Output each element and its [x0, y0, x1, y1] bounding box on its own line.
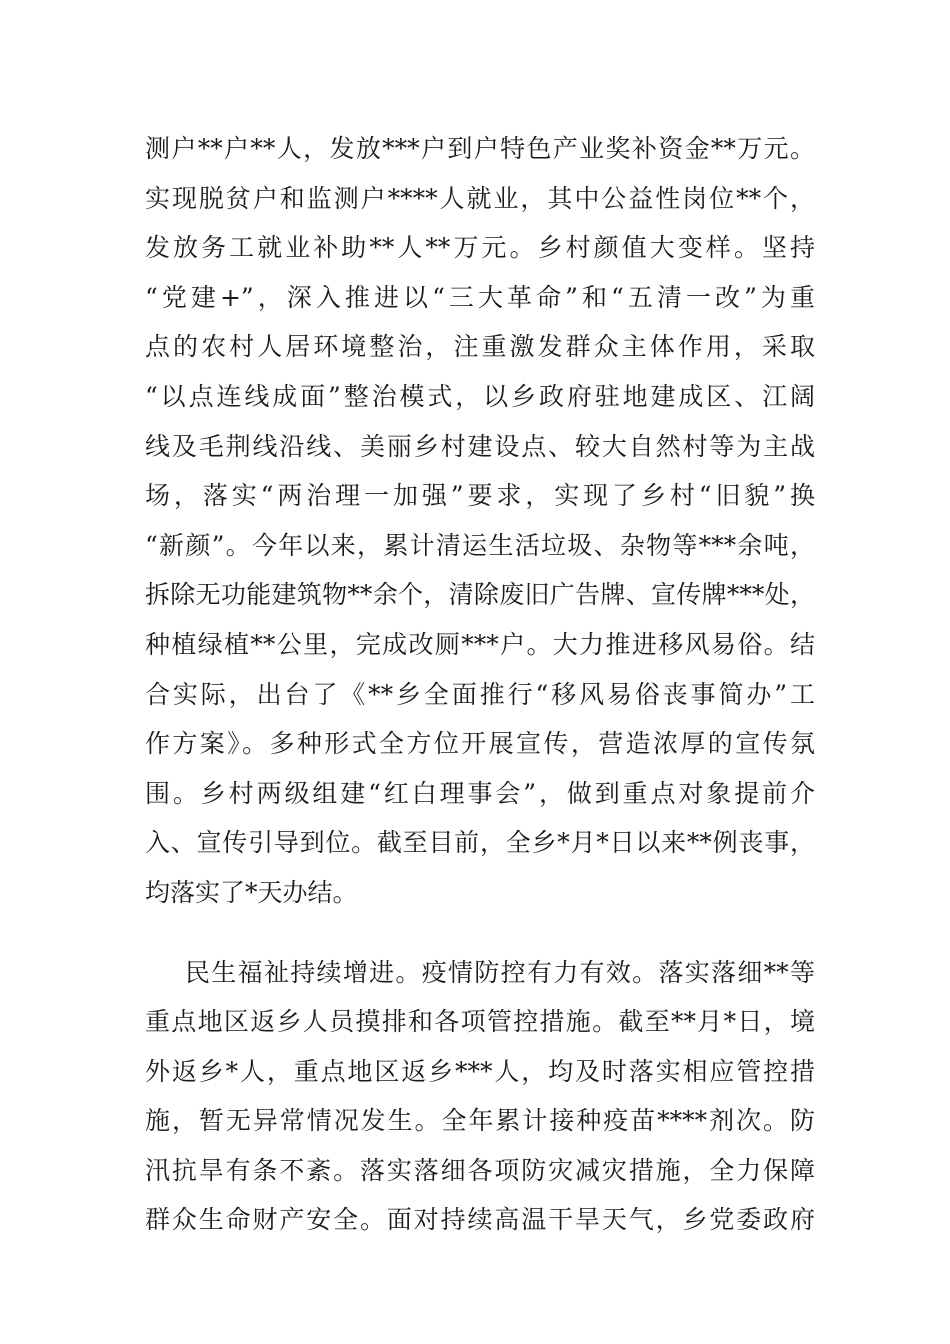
- text-line: 测户**户**人，发放***户到户特色产业奖补资金**万元。: [145, 134, 815, 163]
- text-line: 作方案》。多种形式全方位开展宣传，营造浓厚的宣传氛: [145, 729, 815, 759]
- text-line: 实现脱贫户和监测户****人就业，其中公益性岗位**个，: [145, 183, 815, 213]
- text-line: 外返乡*人，重点地区返乡***人，均及时落实相应管控措: [145, 1056, 815, 1086]
- text-line: “新颜”。今年以来，累计清运生活垃圾、杂物等***余吨，: [145, 530, 815, 560]
- text-line: 均落实了*天办结。: [145, 877, 358, 907]
- paragraph-2: [145, 948, 815, 1246]
- text-line: 围。乡村两级组建“红白理事会”，做到重点对象提前介: [145, 778, 815, 808]
- text-line: 发放务工就业补助**人**万元。乡村颜值大变样。坚持: [145, 233, 815, 263]
- text-line: 合实际，出台了《**乡全面推行“移风易俗丧事简办”工: [145, 679, 815, 709]
- paragraph-spacer: [145, 918, 815, 948]
- text-line: 施，暂无异常情况发生。全年累计接种疫苗****剂次。防: [145, 1106, 815, 1136]
- text-line: 汛抗旱有条不紊。落实落细各项防灾减灾措施，全力保障: [145, 1155, 815, 1185]
- text-line: 点的农村人居环境整治，注重激发群众主体作用，采取: [145, 332, 815, 362]
- text-line: 群众生命财产安全。面对持续高温干旱天气，乡党委政府: [145, 1205, 815, 1235]
- text-line: 重点地区返乡人员摸排和各项管控措施。截至**月*日，境: [145, 1007, 815, 1037]
- text-line: 种植绿植**公里，完成改厕***户。大力推进移风易俗。结: [145, 629, 815, 659]
- text-line: 民生福祉持续增进。疫情防控有力有效。落实落细**等: [185, 957, 815, 987]
- text-line: 拆除无功能建筑物**余个，清除废旧广告牌、宣传牌***处，: [145, 580, 815, 610]
- paragraph-1: [145, 124, 815, 918]
- body-text: [145, 124, 815, 1245]
- text-line: “党建+”，深入推进以“三大革命”和“五清一改”为重: [145, 282, 815, 312]
- text-line: 入、宣传引导到位。截至目前，全乡*月*日以来**例丧事，: [145, 828, 815, 858]
- text-line: 场，落实“两治理一加强”要求，实现了乡村“旧貌”换: [145, 481, 815, 511]
- text-line: 线及毛荆线沿线、美丽乡村建设点、较大自然村等为主战: [145, 431, 815, 461]
- text-line: “以点连线成面”整治模式，以乡政府驻地建成区、江阔: [145, 381, 815, 411]
